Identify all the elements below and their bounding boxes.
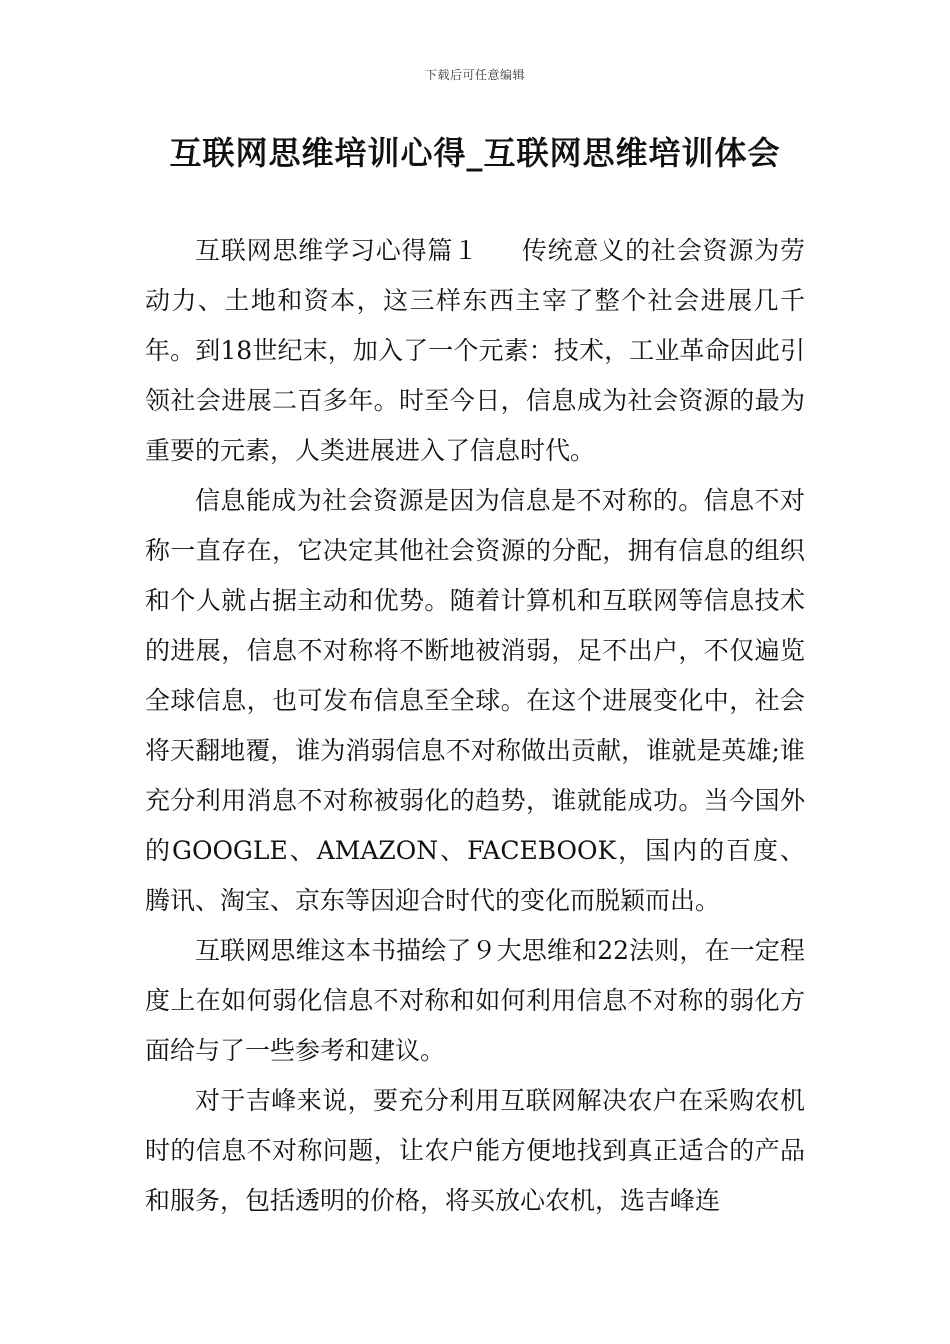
header-note: 下载后可任意编辑 xyxy=(424,68,525,82)
document-title: 互联网思维培训心得_互联网思维培训体会 xyxy=(169,134,781,172)
paragraph-4: 对于吉峰来说，要充分利用互联网解决农户在采购农机时的信息不对称问题，让农户能方便地找到真正适合的产品和服务，包括透明的价格，将买放心农机，选吉峰连 xyxy=(145,1086,805,1215)
document-body xyxy=(145,226,805,1226)
paragraph-2: 信息能成为社会资源是因为信息是不对称的。信息不对称一直存在，它决定其他社会资源的分配，拥有信息的组织和个人就占据主动和优势。随着计算机和互联网等信息技术的进展，信息不对称将不断地被消弱，足不出户，不仅遍览全球信息，也可发布信息至全球。在这个进展变化中，社会将天翻地覆，谁为消弱信息不对称做出贡献，谁就是英雄;谁充分利用消息不对称被弱化的趋势，谁就能成功。当今国外的GOOGLE、AMAZON、FACEBOOK，国内的百度、腾讯、淘宝、京东等因迎合时代的变化而脱颖而出。 xyxy=(145,486,805,915)
paragraph-1-text: 传统意义的社会资源为劳动力、土地和资本，这三样东西主宰了整个社会进展几千年。到18世纪末，加入了一个元素：技术，工业革命因此引领社会进展二百多年。时至今日，信息成为社会资源的最为重要的元素，人类进展进入了信息时代。 xyxy=(145,236,805,465)
paragraph-3: 互联网思维这本书描绘了９大思维和22法则，在一定程度上在如何弱化信息不对称和如何利用信息不对称的弱化方面给与了一些参考和建议。 xyxy=(145,936,805,1065)
section-heading: 互联网思维学习心得篇１ xyxy=(195,236,479,265)
paragraph-1 xyxy=(145,226,805,476)
